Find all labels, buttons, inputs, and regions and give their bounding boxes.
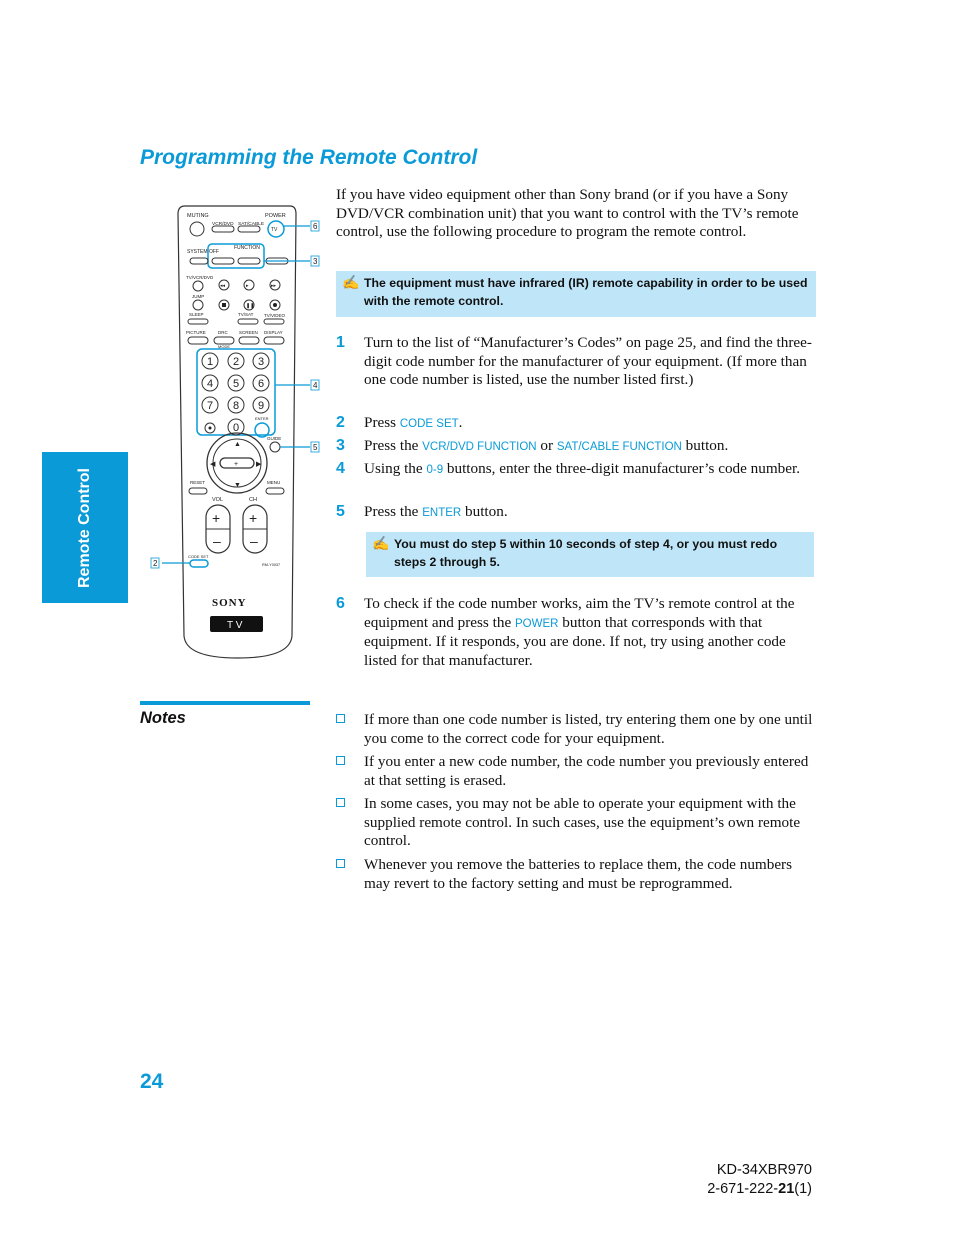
checkbox-bullet-icon xyxy=(336,714,345,723)
svg-text:+: + xyxy=(212,510,221,526)
note-item xyxy=(336,856,816,913)
part-number-prefix: 2-671-222- xyxy=(707,1181,779,1197)
remote-tv-vcr-label: TV/VCR/DVD xyxy=(186,275,214,280)
note-item-text: Whenever you remove the batteries to replace them, the code numbers may revert to the factory setting and must be reprogrammed. xyxy=(364,856,793,892)
remote-vol-label: VOL xyxy=(212,497,224,503)
keypad-digit-9: 9 xyxy=(257,400,265,412)
svg-text:▲: ▲ xyxy=(234,441,241,448)
svg-text:–: – xyxy=(213,533,221,549)
step-text: To check if the code number works, aim the TV’s remote control at the equipment and press the xyxy=(364,595,795,631)
step-text-end: . xyxy=(458,414,463,431)
page-title: Programming the Remote Control xyxy=(140,146,478,169)
step-text-end: button that corresponds with that equipment. If it responds, you are done. If not, try using another code listed for that manufacturer. xyxy=(364,613,786,669)
remote-menu-label: MENU xyxy=(267,480,281,485)
checkbox-bullet-icon xyxy=(336,756,345,765)
step-number: 6 xyxy=(336,595,345,612)
remote-display-label: DISPLAY xyxy=(264,330,283,335)
step-text: Press the xyxy=(364,437,423,454)
note-item-text: If you enter a new code number, the code number you previously entered at that setting is erased. xyxy=(364,753,809,789)
svg-text:◂◂: ◂◂ xyxy=(220,283,226,289)
remote-vcr-dvd-label: VCR/DVD xyxy=(212,222,234,227)
step-5 xyxy=(336,503,816,522)
remote-screen-label: SCREEN xyxy=(239,330,258,335)
step-number: 2 xyxy=(336,414,345,431)
step-text-end: button. xyxy=(681,437,729,454)
svg-text:▸▸: ▸▸ xyxy=(271,283,277,289)
svg-text:▶: ▶ xyxy=(256,461,262,468)
keypad-digit-8: 8 xyxy=(232,400,240,412)
step-2 xyxy=(336,414,816,433)
remote-tv-video-label: TV/VIDEO xyxy=(264,313,286,318)
checkbox-bullet-icon xyxy=(336,859,345,868)
svg-text:❚❚: ❚❚ xyxy=(246,303,255,309)
remote-tv-badge: T V xyxy=(227,620,243,631)
remote-sleep-label: SLEEP xyxy=(189,312,204,317)
notes-heading: Notes xyxy=(140,709,186,727)
remote-muting-button xyxy=(190,222,204,236)
callout-4: 4 xyxy=(313,381,318,390)
remote-power-label: POWER xyxy=(265,213,286,219)
keypad-digit-2: 2 xyxy=(232,356,240,368)
page-number: 24 xyxy=(140,1070,164,1093)
step-1 xyxy=(336,334,816,410)
checkbox-bullet-icon xyxy=(336,798,345,807)
step-text: Press the xyxy=(364,503,423,520)
keypad-digit-0: 0 xyxy=(232,422,240,434)
digit-9-key: 9 xyxy=(436,464,444,476)
note-item-text: If more than one code number is listed, try entering them one by one until you come to the correct code for your equipment. xyxy=(364,711,813,747)
svg-text:+: + xyxy=(249,510,258,526)
section-side-tab-label: Remote Control xyxy=(76,467,93,588)
keypad-digit-1: 1 xyxy=(206,356,214,368)
timing-note xyxy=(366,532,814,577)
ir-capability-note xyxy=(336,271,816,317)
keypad-digit-3: 3 xyxy=(257,356,265,368)
model-number: KD-34XBR970 xyxy=(716,1162,812,1178)
remote-code-set-label: CODE SET xyxy=(188,554,209,559)
power-key: POWER xyxy=(515,617,559,630)
note-item xyxy=(336,753,816,791)
step-text-mid: or xyxy=(536,437,557,454)
keypad-digit-7: 7 xyxy=(206,400,214,412)
step-text: Turn to the list of “Manufacturer’s Codes” on page 25, and find the three-digit code number for the manufacturer of your equipment. (If more than one code number is listed, use the number listed first.) xyxy=(364,334,812,388)
remote-enter-label: ENTER xyxy=(255,416,269,421)
remote-mode-label: MODE xyxy=(218,344,230,349)
sat-cable-function-key: SAT/CABLE FUNCTION xyxy=(556,441,682,453)
remote-jump-label: JUMP xyxy=(192,294,205,299)
step-number: 5 xyxy=(336,503,345,520)
remote-code-set-button xyxy=(190,560,208,567)
part-number-bold: 21 xyxy=(778,1181,795,1197)
remote-brand-logo: SONY xyxy=(212,597,247,609)
notes-divider xyxy=(140,701,310,705)
remote-reset-label: RESET xyxy=(190,480,206,485)
svg-text:–: – xyxy=(250,533,258,549)
remote-system-off-label: SYSTEM OFF xyxy=(187,249,219,255)
ir-note-text: The equipment must have infrared (IR) remote capability in order to be used with the remote control. xyxy=(364,276,808,308)
intro-paragraph: If you have video equipment other than Sony brand (or if you have a Sony DVD/VCR combination unit) that you want to control with the TV’s remote control, use the following procedure to program the remote control. xyxy=(336,186,799,240)
remote-keypad xyxy=(202,353,269,435)
remote-guide-label: GUIDE xyxy=(267,436,282,441)
remote-tv-sat-label: TV/SAT xyxy=(238,312,254,317)
part-number-suffix: (1) xyxy=(794,1181,812,1197)
timing-note-text: You must do step 5 within 10 seconds of step 4, or you must redo steps 2 through 5. xyxy=(394,537,778,569)
step-text: Using the xyxy=(364,460,427,477)
remote-sat-cable-label: SAT/CABLE xyxy=(238,222,265,227)
digit-0-key: 0 xyxy=(426,464,433,476)
callout-2: 2 xyxy=(153,559,158,568)
step-text-mid: - xyxy=(432,464,437,476)
note-item xyxy=(336,711,816,749)
remote-picture-label: PICTURE xyxy=(186,330,206,335)
note-item-text: In some cases, you may not be able to operate your equipment with the supplied remote control. In such cases, use the equipment’s own remote control. xyxy=(364,795,801,849)
svg-text:▸: ▸ xyxy=(246,283,249,289)
model-info xyxy=(640,1161,812,1199)
step-number: 3 xyxy=(336,437,345,454)
enter-key: ENTER xyxy=(422,507,462,519)
remote-ch-label: CH xyxy=(249,497,257,503)
keypad-digit-6: 6 xyxy=(257,378,265,390)
part-number xyxy=(640,1180,812,1199)
step-number: 4 xyxy=(336,460,345,477)
note-item xyxy=(336,795,816,852)
remote-function-label: FUNCTION xyxy=(234,245,260,251)
step-text: Press xyxy=(364,414,400,431)
step-3 xyxy=(336,437,816,456)
remote-drc-label: DRC xyxy=(218,330,228,335)
remote-power-tv-text: TV xyxy=(271,227,278,233)
keypad-digit-5: 5 xyxy=(232,378,240,390)
step-text-end: buttons, enter the three-digit manufacturer’s code number. xyxy=(443,460,801,477)
svg-text:▼: ▼ xyxy=(234,482,241,489)
vcr-dvd-function-key: VCR/DVD FUNCTION xyxy=(422,441,537,453)
callout-5: 5 xyxy=(313,443,318,452)
svg-text:+: + xyxy=(234,461,239,468)
step-number: 1 xyxy=(336,334,345,351)
remote-muting-label: MUTING xyxy=(187,213,209,219)
callout-6: 6 xyxy=(313,222,318,231)
step-text-end: button. xyxy=(461,503,508,520)
remote-model-label: RM-Y0037 xyxy=(262,563,281,567)
keypad-digit-4: 4 xyxy=(206,378,214,390)
svg-text:◀: ◀ xyxy=(210,461,216,468)
step-6 xyxy=(336,595,816,671)
note-pencil-icon: ✍ xyxy=(372,535,390,551)
note-pencil-icon: ✍ xyxy=(342,274,360,290)
remote-control-illustration xyxy=(140,196,330,664)
code-set-key: CODE SET xyxy=(399,418,459,430)
section-side-tab xyxy=(42,452,128,603)
callout-3: 3 xyxy=(313,257,318,266)
step-4 xyxy=(336,460,816,498)
